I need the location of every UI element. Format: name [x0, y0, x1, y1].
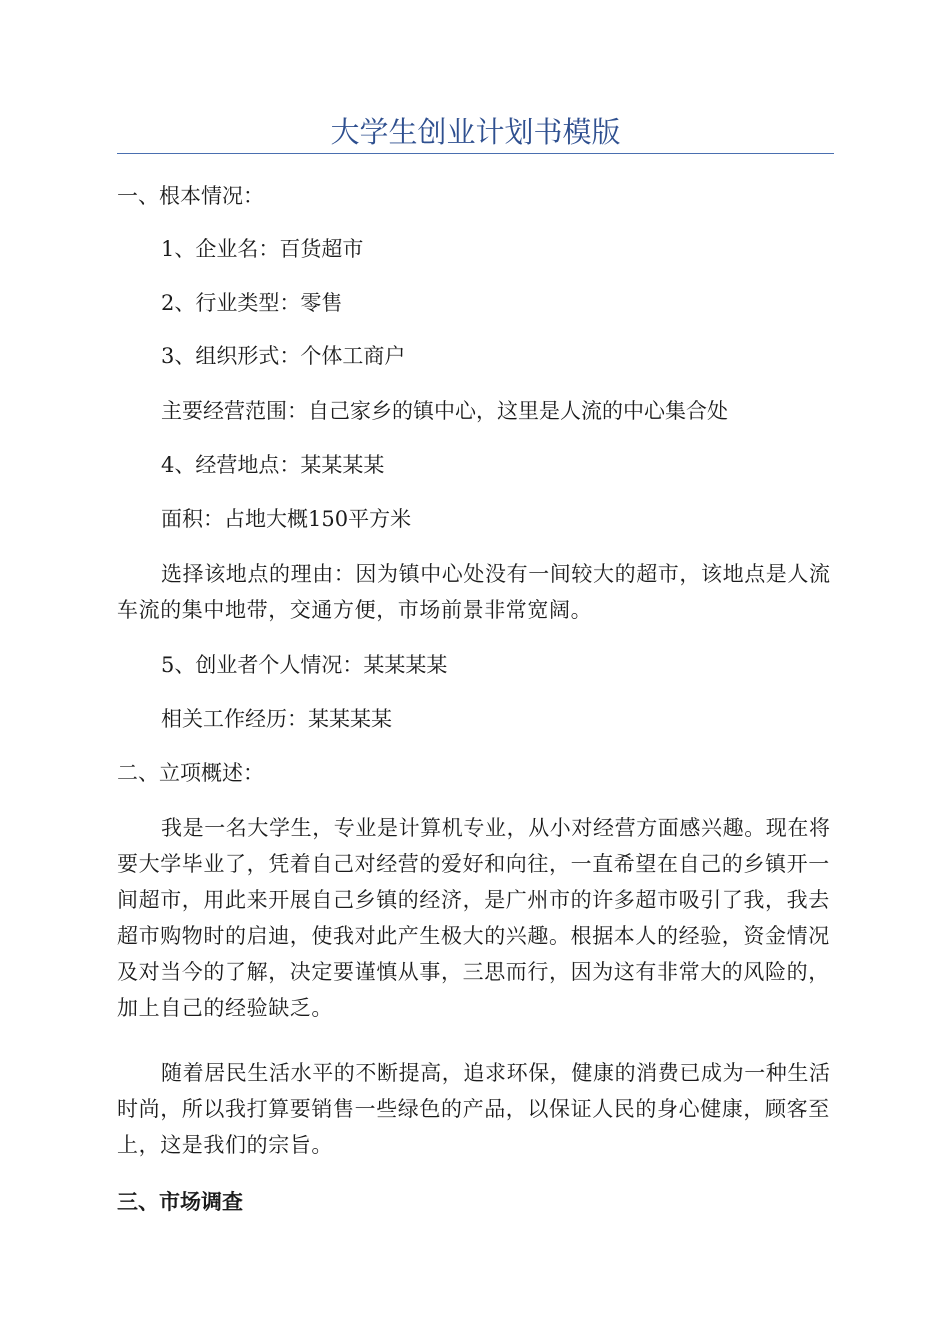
title-underline	[117, 153, 834, 154]
item-founder-info: 5、创业者个人情况：某某某某	[161, 653, 448, 677]
section-heading-2: 二、立项概述：	[117, 761, 264, 785]
paragraph-location-reason: 选择该地点的理由：因为镇中心处没有一间较大的超市，该地点是人流车流的集中地带，交通方便，市场前景非常宽阔。	[117, 562, 831, 622]
item-location: 4、经营地点：某某某某	[161, 453, 385, 477]
item-business-scope: 主要经营范围：自己家乡的镇中心，这里是人流的中心集合处	[161, 399, 728, 423]
item-company-name: 1、企业名：百货超市	[161, 237, 364, 261]
section-heading-3: 三、市场调查	[117, 1189, 243, 1214]
paragraph-overview-2: 随着居民生活水平的不断提高，追求环保，健康的消费已成为一种生活时尚，所以我打算要销售一些绿色的产品，以保证人民的身心健康，顾客至上，这是我们的宗旨。	[117, 1061, 831, 1157]
item-industry-type: 2、行业类型：零售	[161, 291, 343, 315]
document-title: 大学生创业计划书模版	[330, 115, 621, 149]
item-area: 面积：占地大概150平方米	[161, 507, 412, 531]
section-heading-1: 一、根本情况：	[117, 184, 264, 208]
paragraph-overview-1: 我是一名大学生，专业是计算机专业，从小对经营方面感兴趣。现在将要大学毕业了，凭着自己对经营的爱好和向往，一直希望在自己的乡镇开一间超市，用此来开展自己乡镇的经济，是广州市的许多超市吸引了我，我去超市购物时的启迪，使我对此产生极大的兴趣。根据本人的经验，资金情况及对当今的了解，决定要谨慎从事，三思而行，因为这有非常大的风险的，加上自己的经验缺乏。	[117, 816, 831, 1020]
item-organization-form: 3、组织形式：个体工商户	[161, 344, 406, 368]
item-work-experience: 相关工作经历：某某某某	[161, 707, 392, 731]
